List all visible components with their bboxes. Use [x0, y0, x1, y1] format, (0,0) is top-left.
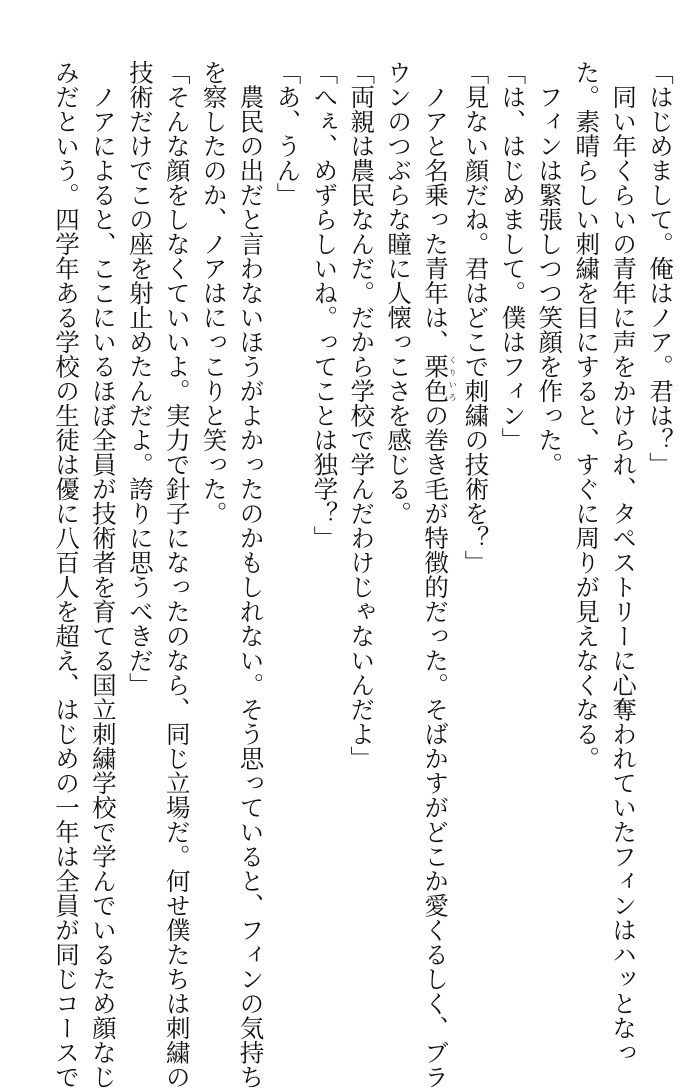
- ruby-reading: くりいろ: [448, 354, 458, 403]
- text-line-11: 「あ、うん」: [273, 60, 303, 207]
- text-line-17: みだという。四学年ある学校の生徒は優に八百人を超え、はじめの一年は全員が同じコースで: [52, 60, 81, 1089]
- text-line-2: 同い年くらいの青年に声をかけられ、タペストリーに心奪われていたフィンはハッとなっ: [609, 60, 639, 1065]
- ruby-line-before: ノアと名乗った青年は、: [421, 60, 451, 354]
- text-line-16: ノアによると、ここにいるほぼ全員が技術者を育てる国立刺繍学校で学んでいるため顔なじ: [88, 60, 118, 1089]
- ruby-word: [421, 354, 458, 403]
- text-line-7-ruby: [416, 60, 458, 1089]
- text-line-15: 技術だけでこの座を射止めたんだよ。誇りに思うべきだ」: [125, 60, 155, 697]
- ruby-base: 栗色: [421, 354, 451, 403]
- text-line-14: 「そんな顔をしなくていいよ。実力で針子になったのなら、同じ立場だ。何せ僕たちは刺繍の: [162, 60, 192, 1089]
- text-line-1: 「はじめまして。俺はノア。君は？」: [646, 60, 675, 477]
- ruby-line-after: の巻き毛が特徴的だった。そばかすがどこか愛くるしく、ブラ: [421, 403, 451, 1089]
- text-line-4: フィンは緊張しつつ笑顔を作った。: [535, 60, 565, 477]
- text-line-5: 「は、はじめまして。僕はフィン」: [498, 60, 528, 452]
- text-line-12: 農民の出だと言わないほうがよかったのかもしれない。そう思っていると、フィンの気持ち: [236, 60, 266, 1089]
- vertical-text-body: [47, 60, 678, 1089]
- text-line-3: た。素晴らしい刺繍を目にすると、すぐに周りが見えなくなる。: [572, 60, 602, 771]
- text-line-10: 「へぇ、めずらしいね。ってことは独学？」: [310, 60, 340, 550]
- text-line-8: ウンのつぶらな瞳に人懐っこさを感じる。: [384, 60, 414, 526]
- text-line-9: 「両親は農民なんだ。だから学校で学んだわけじゃないんだよ」: [347, 60, 377, 771]
- text-line-13: を察したのか、ノアはにっこりと笑った。: [199, 60, 229, 526]
- text-line-6: 「見ない顔だね。君はどこで刺繍の技術を？」: [461, 60, 491, 575]
